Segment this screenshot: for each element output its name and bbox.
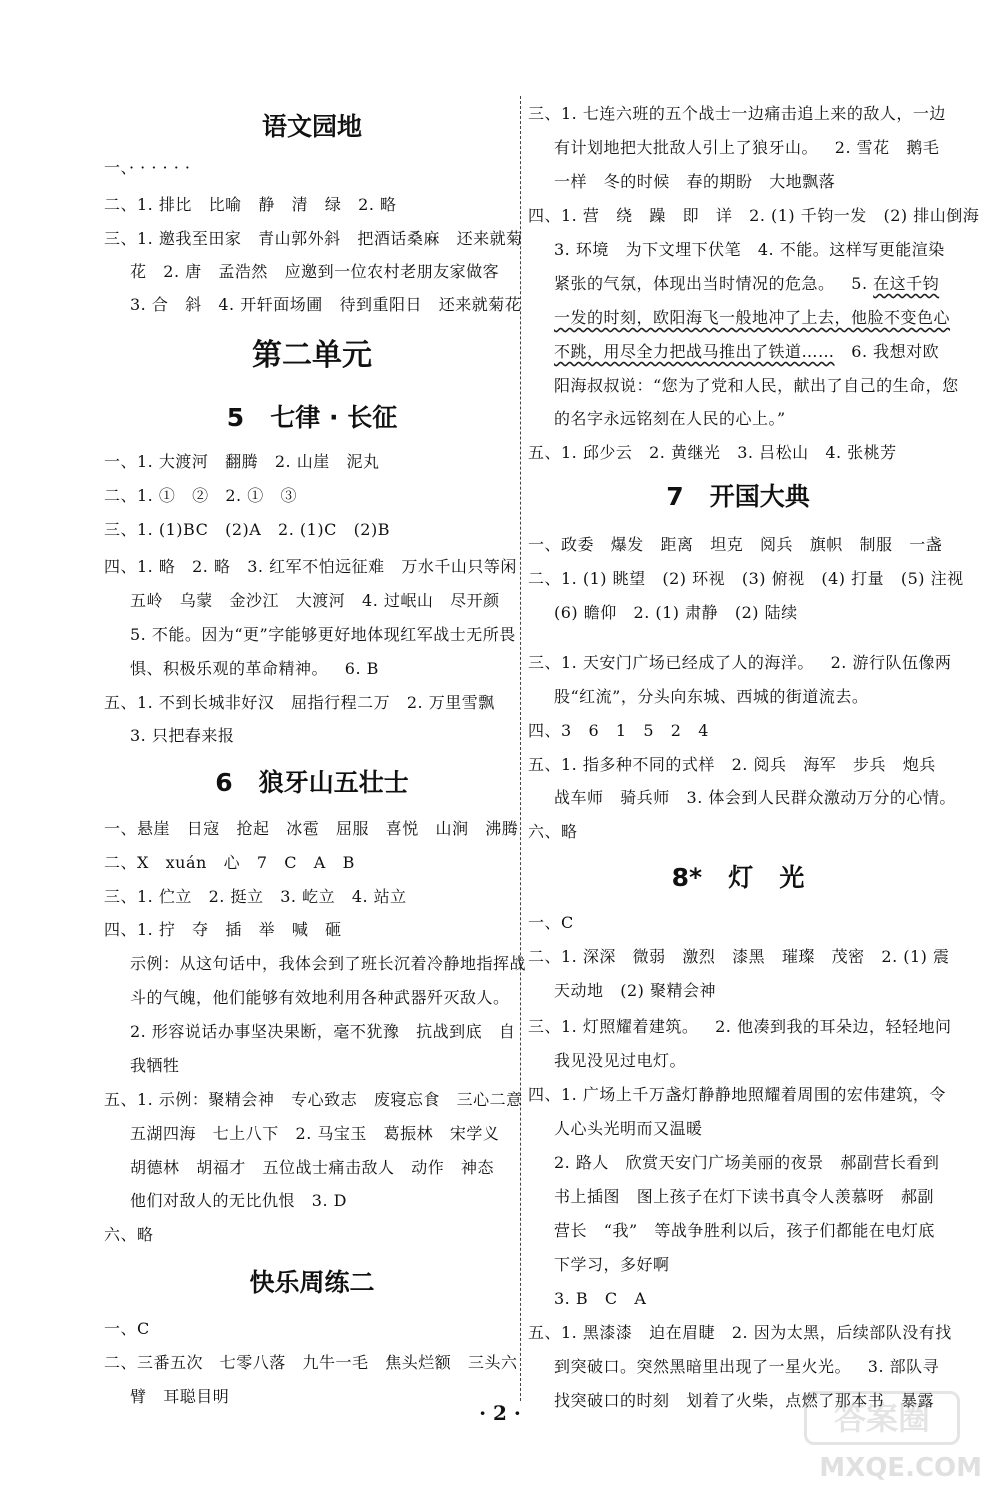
answer-line: 六、略 (104, 1225, 154, 1244)
answer-line: 有计划地把大批敌人引上了狼牙山。 2. 雪花 鹅毛 (554, 138, 940, 157)
answer-line: 三、1. 邀我至田家 青山郭外斜 把酒话桑麻 还来就菊 (104, 229, 523, 248)
page-number: · 2 · (479, 1401, 521, 1425)
answer-line: 三、1. 天安门广场已经成了人的海洋。 2. 游行队伍像两 (528, 653, 952, 672)
answer-line: 一、C (528, 913, 574, 932)
lesson-title-6: 6 狼牙山五壮士 (215, 768, 409, 797)
answer-line: (6) 瞻仰 2. (1) 肃静 (2) 陆续 (554, 603, 798, 622)
answer-line: 人心头光明而又温暖 (554, 1119, 703, 1138)
answer-line: 胡德林 胡福才 五位战士痛击敌人 动作 神态 (130, 1158, 495, 1177)
underlined-answer: 在这千钧 (873, 274, 940, 293)
answer-line: 书上插图 图上孩子在灯下读书真令人羡慕呀 郝副 (554, 1187, 935, 1206)
answer-line: 花 2. 唐 孟浩然 应邀到一位农村老朋友家做客 (130, 262, 500, 281)
column-divider (520, 96, 521, 1401)
section-title-yuwen-yuandi: 语文园地 (261, 112, 362, 141)
answer-line: 一、悬崖 日寇 抢起 冰雹 屈服 喜悦 山涧 沸腾 (104, 819, 519, 838)
answer-line: 天动地 (2) 聚精会神 (554, 981, 717, 1000)
answer-line (554, 341, 939, 363)
answer-line: 2. 形容说话办事坚决果断，毫不犹豫 抗战到底 自 (130, 1022, 516, 1041)
answer-line: 我见没见过电灯。 (554, 1051, 687, 1070)
unit-title: 第二单元 (252, 338, 372, 373)
answer-line: 斗的气魄，他们能够有效地利用各种武器歼灭敌人。 (130, 988, 510, 1007)
answer-line: 他们对敌人的无比仇恨 3. D (130, 1191, 347, 1210)
answer-line: 五、1. 邱少云 2. 黄继光 3. 吕松山 4. 张桃芳 (528, 443, 897, 462)
answer-text: 紧张的气氛，体现出当时情况的危急。 5. (554, 274, 874, 293)
answer-line: 四、1. 拧 夺 插 举 喊 砸 (104, 920, 342, 939)
lesson-title-7: 7 开国大典 (666, 482, 810, 511)
answer-line: 5. 不能。因为“更”字能够更好地体现红军战士无所畏 (130, 625, 516, 644)
answer-line: 一、· · · · · · (104, 158, 191, 177)
lesson-title-5: 5 七律 · 长征 (226, 403, 398, 432)
answer-line: 下学习，多好啊 (554, 1255, 670, 1274)
answer-line: 五、1. 示例：聚精会神 专心致志 废寝忘食 三心二意 (104, 1090, 523, 1109)
answer-line: 战车师 骑兵师 3. 体会到人民群众激动万分的心情。 (554, 788, 956, 807)
answer-line: 营长 “我” 等战争胜利以后，孩子们都能在电灯底 (554, 1221, 935, 1240)
answer-line: 一、政委 爆发 距离 坦克 阅兵 旗帜 制服 一盏 (528, 535, 943, 554)
underlined-answer: 一发的时刻，欧阳海飞一般地冲了上去，他脸不变色心 (554, 308, 951, 327)
answer-line: 五、1. 指多种不同的式样 2. 阅兵 海军 步兵 炮兵 (528, 755, 936, 774)
answer-line: 3. 环境 为下文埋下伏笔 4. 不能。这样写更能渲染 (554, 240, 945, 259)
answer-line: 二、X xuán 心 7 C A B (104, 853, 355, 872)
answer-line: 四、1. 略 2. 略 3. 红军不怕远征难 万水千山只等闲 (104, 557, 517, 576)
watermark-badge: 答案圈 (804, 1391, 960, 1445)
answer-line: 二、三番五次 七零八落 九牛一毛 焦头烂额 三头六 (104, 1353, 518, 1372)
answer-line: 找突破口的时刻 划着了火柴，点燃了那本书 暴露 (554, 1391, 935, 1410)
answer-line (554, 273, 939, 295)
answer-line: 五岭 乌蒙 金沙江 大渡河 4. 过岷山 尽开颜 (130, 591, 500, 610)
answer-line: 3. 只把春来报 (130, 726, 235, 745)
answer-line: 五湖四海 七上八下 2. 马宝玉 葛振林 宋学义 (130, 1124, 500, 1143)
answer-line: 三、1. 七连六班的五个战士一边痛击追上来的敌人，一边 (528, 104, 946, 123)
answer-line: 五、1. 黑漆漆 迫在眉睫 2. 因为太黑，后续部队没有找 (528, 1323, 952, 1342)
watermark (792, 1391, 982, 1483)
section-title-weekly-practice: 快乐周练二 (249, 1268, 375, 1297)
answer-line: 一、C (104, 1319, 150, 1338)
answer-text: 6. 我想对欧 (834, 342, 940, 361)
answer-line: 四、1. 广场上千万盏灯静静地照耀着周围的宏伟建筑，令 (528, 1085, 946, 1104)
answer-line: 二、1. 排比 比喻 静 清 绿 2. 略 (104, 195, 397, 214)
answer-line: 一、1. 大渡河 翻腾 2. 山崖 泥丸 (104, 452, 380, 471)
answer-line: 三、1. 伫立 2. 挺立 3. 屹立 4. 站立 (104, 887, 407, 906)
answer-line: 二、1. (1) 眺望 (2) 环视 (3) 俯视 (4) 打量 (5) 注视 (528, 569, 964, 588)
lesson-title-8: 8* 灯 光 (671, 863, 805, 892)
watermark-text: MXQE.COM (819, 1453, 982, 1483)
answer-line: 一样 冬的时候 春的期盼 大地飘落 (554, 172, 836, 191)
answer-line: 我牺牲 (130, 1056, 180, 1075)
answer-line: 股“红流”，分头向东城、西城的街道流去。 (554, 687, 869, 706)
answer-line: 五、1. 不到长城非好汉 屈指行程二万 2. 万里雪飘 (104, 693, 495, 712)
answer-line: 3. B C A (554, 1289, 647, 1308)
answer-line: 阳海叔叔说：“您为了党和人民，献出了自己的生命，您 (554, 376, 959, 395)
underlined-answer: 不跳，用尽全力把战马推出了铁道…… (554, 342, 835, 361)
answer-line: 六、略 (528, 822, 578, 841)
answer-line: 惧、积极乐观的革命精神。 6. B (130, 659, 379, 678)
answer-line: 三、1. (1)BC (2)A 2. (1)C (2)B (104, 520, 390, 539)
answer-line: 到突破口。突然黑暗里出现了一星火光。 3. 部队寻 (554, 1357, 940, 1376)
answer-line: 示例：从这句话中，我体会到了班长沉着冷静地指挥战 (130, 954, 527, 973)
answer-line: 3. 合 斜 4. 开轩面场圃 待到重阳日 还来就菊花 (130, 295, 522, 314)
answer-line: 二、1. ① ② 2. ① ③ (104, 486, 297, 505)
answer-line: 三、1. 灯照耀着建筑。 2. 他凑到我的耳朵边，轻轻地问 (528, 1017, 952, 1036)
answer-line: 二、1. 深深 微弱 激烈 漆黑 璀璨 茂密 2. (1) 震 (528, 947, 950, 966)
answer-line: 的名字永远铭刻在人民的心上。” (554, 409, 786, 428)
answer-line: 臂 耳聪目明 (130, 1387, 230, 1406)
answer-line: 四、3 6 1 5 2 4 (528, 721, 709, 740)
answer-line: 2. 路人 欣赏天安门广场美丽的夜景 郝副营长看到 (554, 1153, 940, 1172)
answer-line: 四、1. 营 绕 躁 即 详 2. (1) 千钧一发 (2) 排山倒海 (528, 206, 980, 225)
